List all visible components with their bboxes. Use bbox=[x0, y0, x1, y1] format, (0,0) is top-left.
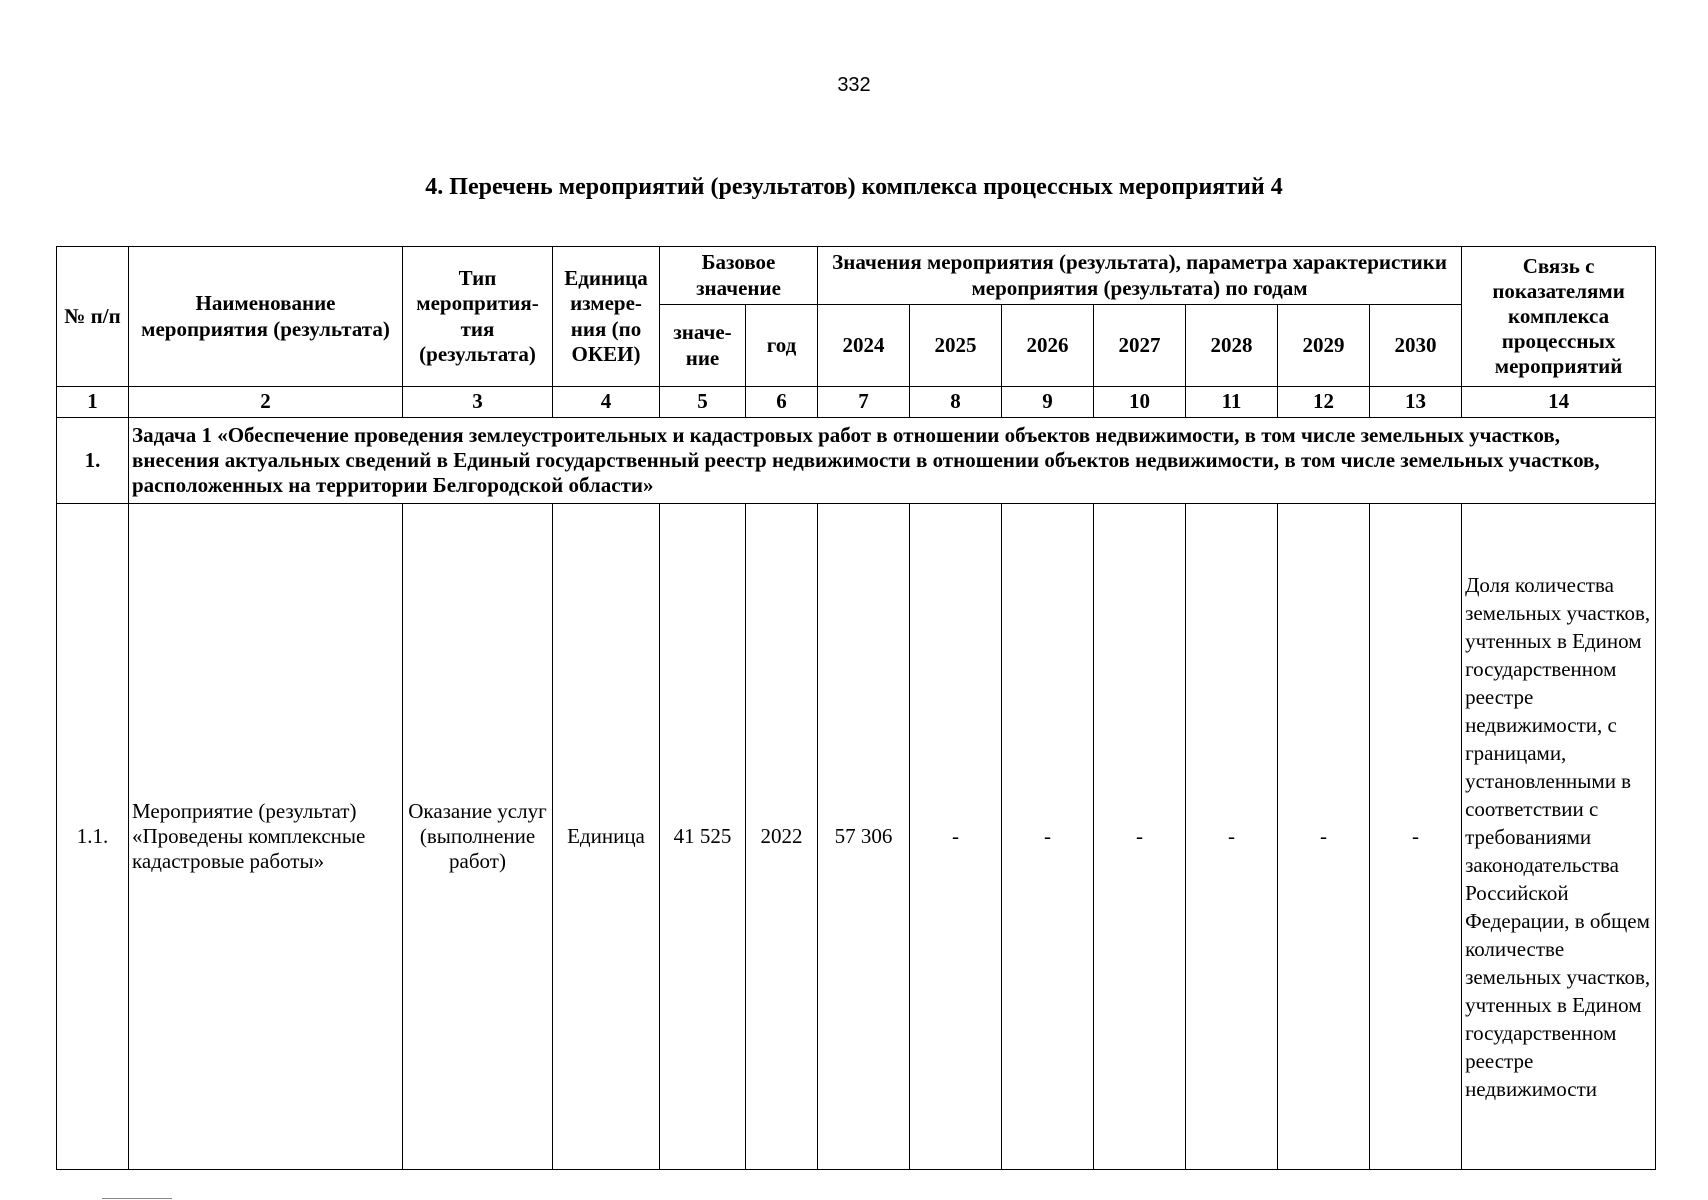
task-number: 1. bbox=[57, 418, 129, 504]
column-number: 11 bbox=[1186, 387, 1278, 418]
row-value: - bbox=[1278, 504, 1370, 1170]
column-number: 12 bbox=[1278, 387, 1370, 418]
page-number: 332 bbox=[837, 74, 871, 96]
header-base-group: Базовое значение bbox=[660, 247, 818, 305]
header-num: № п/п bbox=[57, 247, 129, 387]
row-value: - bbox=[1094, 504, 1186, 1170]
scan-artifact-line bbox=[102, 1198, 172, 1199]
row-value: - bbox=[1370, 504, 1462, 1170]
task-text: Задача 1 «Обеспечение проведения землеустроительных и кадастровых работ в отношении объектов недвижимости, в том числе земельных участков, внесения актуальных сведений в Единый государственный реестр недвижимости в отношении объектов недвижимости, в том числе земельных участков, расположенных на территории Белгородской области» bbox=[129, 418, 1656, 504]
row-number: 1.1. bbox=[57, 504, 129, 1170]
row-base-year: 2022 bbox=[746, 504, 818, 1170]
header-unit: Единица измере-ния (по ОКЕИ) bbox=[553, 247, 660, 387]
row-value: - bbox=[1002, 504, 1094, 1170]
header-type: Тип меропрития-тия (результата) bbox=[403, 247, 553, 387]
row-type: Оказание услуг (выполнение работ) bbox=[403, 504, 553, 1170]
row-base-value: 41 525 bbox=[660, 504, 746, 1170]
header-row-1 bbox=[57, 247, 1656, 305]
measures-table bbox=[56, 246, 1656, 1170]
header-values-group: Значения мероприятия (результата), параметра характеристики мероприятия (результата) по годам bbox=[818, 247, 1462, 305]
row-unit: Единица bbox=[553, 504, 660, 1170]
row-value: - bbox=[1186, 504, 1278, 1170]
row-link: Доля количества земельных участков, учтенных в Едином государственном реестре недвижимости, с границами, установленными в соответствии с требованиями законодательства Российской Федерации, в общем количестве земельных участков, учтенных в Едином государственном реестре недвижимости bbox=[1462, 504, 1656, 1170]
row-value: 57 306 bbox=[818, 504, 910, 1170]
column-number: 3 bbox=[403, 387, 553, 418]
column-number: 10 bbox=[1094, 387, 1186, 418]
page-title: 4. Перечень мероприятий (результатов) комплекса процессных мероприятий 4 bbox=[425, 174, 1283, 200]
column-number: 13 bbox=[1370, 387, 1462, 418]
header-year: 2027 bbox=[1094, 305, 1186, 387]
task-row bbox=[57, 418, 1656, 504]
table-row bbox=[57, 504, 1656, 1170]
header-year: 2029 bbox=[1278, 305, 1370, 387]
column-number: 2 bbox=[129, 387, 403, 418]
column-number: 5 bbox=[660, 387, 746, 418]
column-number-row bbox=[57, 387, 1656, 418]
column-number: 4 bbox=[553, 387, 660, 418]
header-year: 2026 bbox=[1002, 305, 1094, 387]
row-value: - bbox=[910, 504, 1002, 1170]
header-link: Связь с показателями комплекса процессных мероприятий bbox=[1462, 247, 1656, 387]
header-base-year: год bbox=[746, 305, 818, 387]
column-number: 9 bbox=[1002, 387, 1094, 418]
column-number: 6 bbox=[746, 387, 818, 418]
header-year: 2025 bbox=[910, 305, 1002, 387]
header-base-value: значе-ние bbox=[660, 305, 746, 387]
column-number: 8 bbox=[910, 387, 1002, 418]
header-year: 2030 bbox=[1370, 305, 1462, 387]
header-name: Наименование мероприятия (результата) bbox=[129, 247, 403, 387]
row-name: Мероприятие (результат) «Проведены комплексные кадастровые работы» bbox=[129, 504, 403, 1170]
column-number: 14 bbox=[1462, 387, 1656, 418]
column-number: 1 bbox=[57, 387, 129, 418]
header-year: 2028 bbox=[1186, 305, 1278, 387]
header-year: 2024 bbox=[818, 305, 910, 387]
column-number: 7 bbox=[818, 387, 910, 418]
